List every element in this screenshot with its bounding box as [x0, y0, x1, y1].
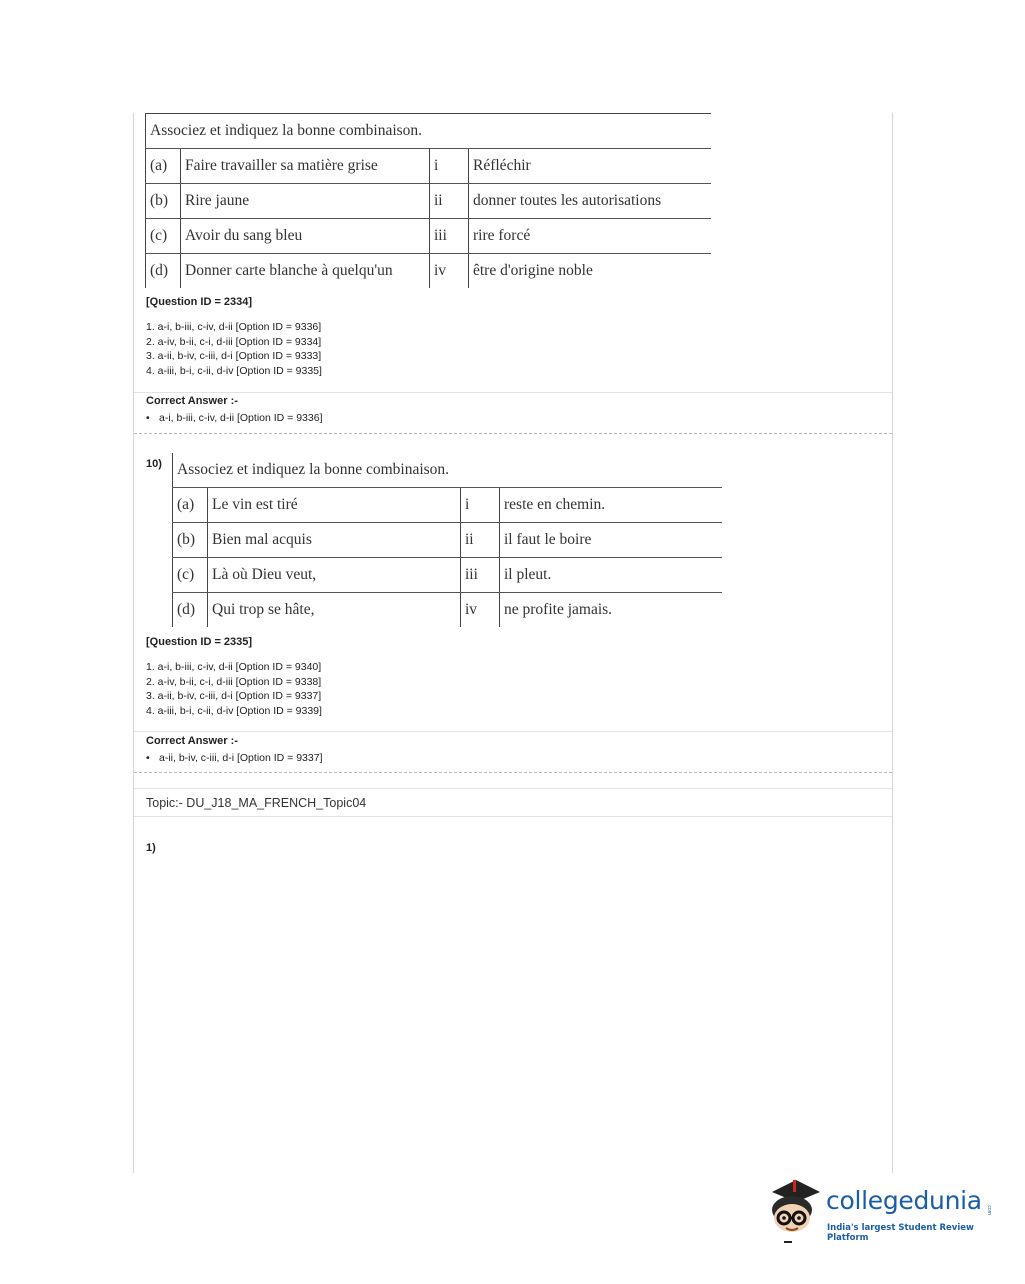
- row-letter: (b): [146, 184, 181, 219]
- row-left-item: Là où Dieu veut,: [208, 558, 461, 593]
- option-item: 4. a-iii, b-i, c-ii, d-iv [Option ID = 9339]: [146, 704, 322, 717]
- collegedunia-logo: [766, 1176, 996, 1246]
- table-row: [146, 184, 712, 219]
- logo-dotcom: .com: [986, 1204, 992, 1215]
- row-right-item: il pleut.: [500, 558, 723, 593]
- row-right-item: ne profite jamais.: [500, 593, 723, 628]
- row-letter: (c): [173, 558, 208, 593]
- table-row: [173, 488, 723, 523]
- row-left-item: Qui trop se hâte,: [208, 593, 461, 628]
- option-item: 1. a-i, b-iii, c-iv, d-ii [Option ID = 9340]: [146, 661, 322, 673]
- row-left-item: Avoir du sang bleu: [181, 219, 430, 254]
- row-left-item: Bien mal acquis: [208, 523, 461, 558]
- topic-heading: Topic:- DU_J18_MA_FRENCH_Topic04: [146, 796, 367, 810]
- logo-tagline: India's largest Student Review Platform: [827, 1223, 974, 1243]
- options-list: [146, 660, 322, 718]
- row-right-item: Réfléchir: [469, 149, 712, 184]
- topic-top-border: [134, 788, 892, 789]
- table-row: [146, 149, 712, 184]
- row-right-item: il faut le boire: [500, 523, 723, 558]
- row-roman: ii: [430, 184, 469, 219]
- table-row: [146, 254, 712, 289]
- options-list: [146, 320, 322, 378]
- table-instruction: Associez et indiquez la bonne combinaison.: [146, 114, 712, 149]
- row-letter: (b): [173, 523, 208, 558]
- row-left-item: Donner carte blanche à quelqu'un: [181, 254, 430, 289]
- row-right-item: rire forcé: [469, 219, 712, 254]
- matching-table-1: [145, 113, 711, 288]
- correct-answer-text: a-i, b-iii, c-iv, d-ii [Option ID = 9336]: [159, 412, 323, 424]
- row-letter: (c): [146, 219, 181, 254]
- correct-answer-label: Correct Answer :-: [146, 395, 238, 407]
- question-separator: [134, 772, 892, 773]
- divider: [134, 392, 892, 393]
- row-roman: iv: [430, 254, 469, 289]
- topic-bottom-border: [134, 816, 892, 817]
- page-border-right: [892, 113, 893, 1173]
- row-roman: iii: [461, 558, 500, 593]
- row-letter: (d): [173, 593, 208, 628]
- correct-answer-label: Correct Answer :-: [146, 735, 238, 747]
- row-letter: (a): [146, 149, 181, 184]
- table-row: [173, 523, 723, 558]
- correct-answer-text: a-ii, b-iv, c-iii, d-i [Option ID = 9337]: [159, 752, 323, 764]
- question-number: 1): [146, 842, 156, 854]
- question-id: [Question ID = 2335]: [146, 636, 253, 648]
- row-right-item: être d'origine noble: [469, 254, 712, 289]
- correct-answer-value: • a-i, b-iii, c-iv, d-ii [Option ID = 9336]: [146, 412, 323, 424]
- table-instruction: Associez et indiquez la bonne combinaison.: [173, 453, 723, 488]
- option-item: 1. a-i, b-iii, c-iv, d-ii [Option ID = 9336]: [146, 321, 322, 333]
- row-left-item: Faire travailler sa matière grise: [181, 149, 430, 184]
- row-left-item: Rire jaune: [181, 184, 430, 219]
- option-item: 3. a-ii, b-iv, c-iii, d-i [Option ID = 9333]: [146, 350, 322, 362]
- correct-answer-value: • a-ii, b-iv, c-iii, d-i [Option ID = 9337]: [146, 752, 323, 764]
- option-item: 3. a-ii, b-iv, c-iii, d-i [Option ID = 9337]: [146, 690, 322, 702]
- mascot-icon: [766, 1176, 826, 1246]
- table-row: [146, 219, 712, 254]
- table-row: [173, 593, 723, 628]
- row-roman: ii: [461, 523, 500, 558]
- row-left-item: Le vin est tiré: [208, 488, 461, 523]
- row-right-item: reste en chemin.: [500, 488, 723, 523]
- logo-name: collegedunia: [826, 1186, 982, 1215]
- table-row: [173, 558, 723, 593]
- row-roman: i: [461, 488, 500, 523]
- matching-table-2: [172, 453, 722, 627]
- question-id: [Question ID = 2334]: [146, 296, 253, 308]
- row-roman: iv: [461, 593, 500, 628]
- option-item: 4. a-iii, b-i, c-ii, d-iv [Option ID = 9335]: [146, 364, 322, 377]
- question-number: 10): [146, 458, 162, 470]
- option-item: 2. a-iv, b-ii, c-i, d-iii [Option ID = 9334]: [146, 335, 322, 348]
- row-roman: i: [430, 149, 469, 184]
- row-letter: (d): [146, 254, 181, 289]
- row-letter: (a): [173, 488, 208, 523]
- divider: [134, 731, 892, 732]
- row-right-item: donner toutes les autorisations: [469, 184, 712, 219]
- question-separator: [134, 433, 892, 434]
- row-roman: iii: [430, 219, 469, 254]
- option-item: 2. a-iv, b-ii, c-i, d-iii [Option ID = 9338]: [146, 675, 322, 688]
- page-border-left: [133, 113, 134, 1173]
